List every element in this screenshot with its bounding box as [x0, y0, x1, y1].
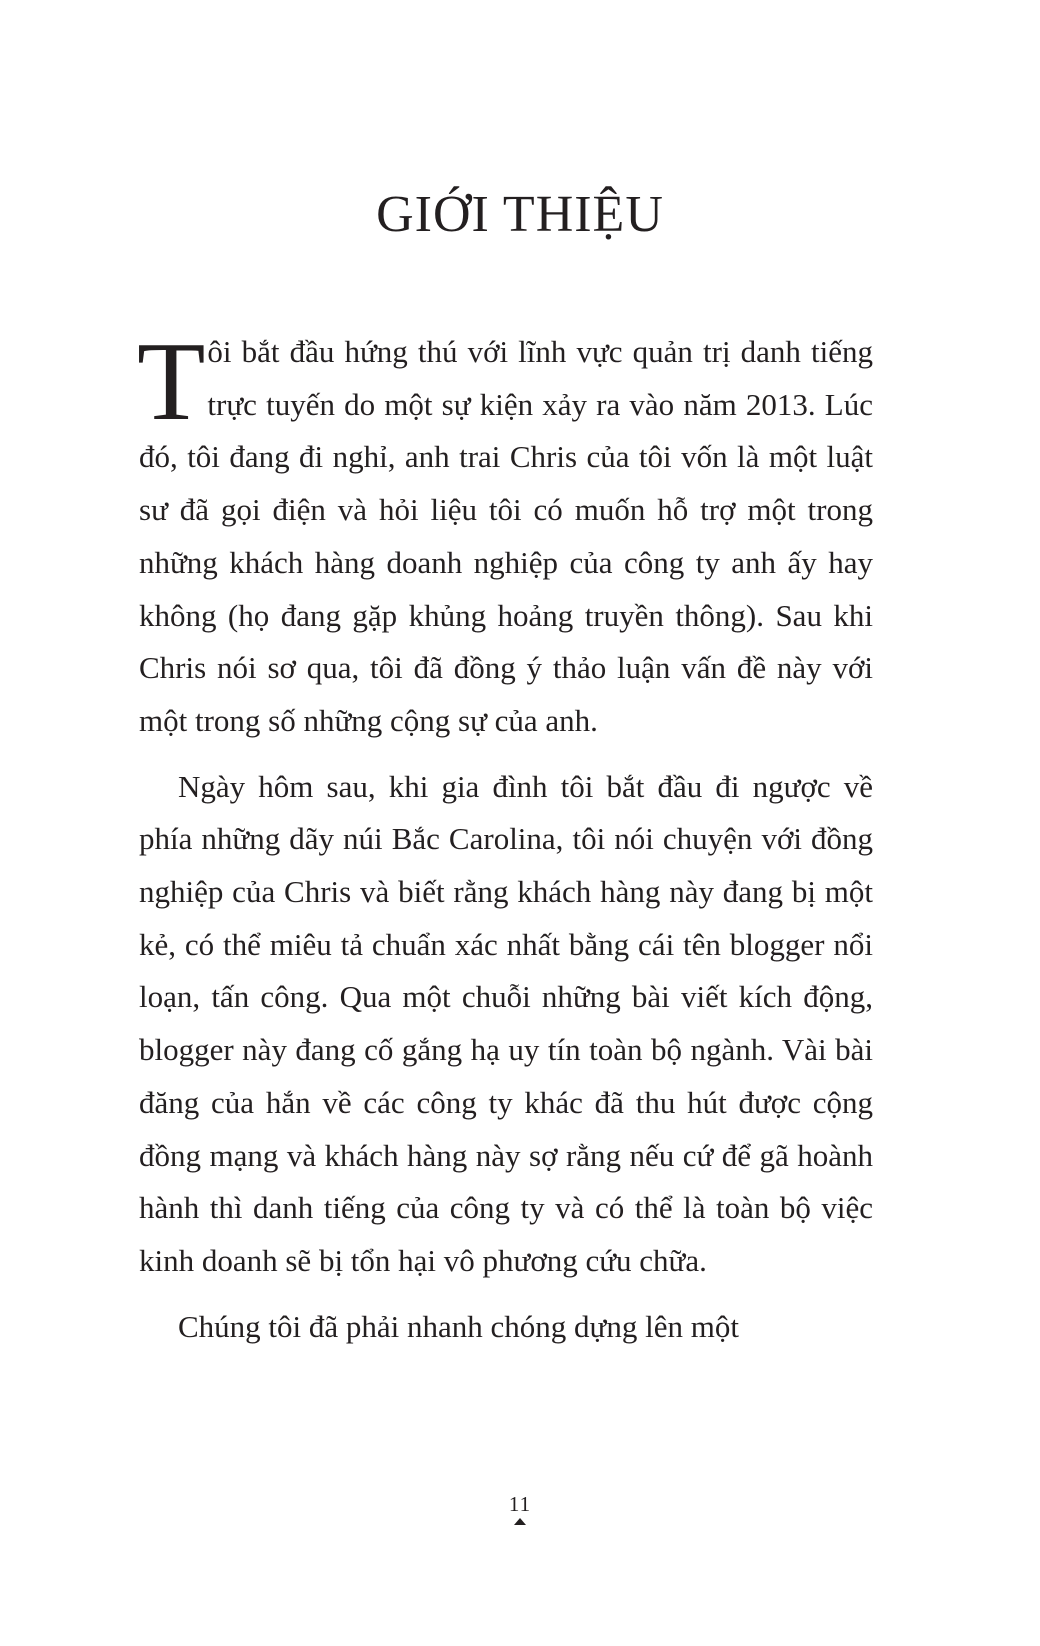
page-number: 11	[508, 1492, 532, 1516]
paragraph-3: Chúng tôi đã phải nhanh chóng dựng lên một	[178, 1308, 739, 1344]
paragraph-1	[137, 320, 873, 748]
triangle-marker-icon	[514, 1518, 526, 1525]
paragraph-2: Ngày hôm sau, khi gia đình tôi bắt đầu đi ngược về phía những dãy núi Bắc Carolina, tôi nói chuyện với đồng nghiệp của Chris và biết rằng khách hàng này đang bị một kẻ, có thể miêu tả chuẩn xác nhất bằng cái tên blogger nổi loạn, tấn công. Qua một chuỗi những bài viết kích động, blogger này đang cố gắng hạ uy tín toàn bộ ngành. Vài bài đăng của hắn về các công ty khác đã thu hút được cộng đồng mạng và khách hàng này sợ rằng nếu cứ để gã hoành hành thì danh tiếng của công ty và có thể là toàn bộ việc kinh doanh sẽ bị tổn hại vô phương cứu chữa.	[139, 768, 873, 1278]
paragraph-1-text: ôi bắt đầu hứng thú với lĩnh vực quản trị danh tiếng trực tuyến do một sự kiện xảy ra vào năm 2013. Lúc đó, tôi đang đi nghỉ, anh trai Chris của tôi vốn là một luật sư đã gọi điện và hỏi liệu tôi có muốn hỗ trợ một trong những khách hàng doanh nghiệp của công ty anh ấy hay không (họ đang gặp khủng hoảng truyền thông). Sau khi Chris nói sơ qua, tôi đã đồng ý thảo luận vấn đề này với một trong số những cộng sự của anh.	[139, 334, 873, 738]
body-text	[137, 320, 873, 1353]
chapter-title: GIỚI THIỆU	[376, 186, 664, 243]
drop-cap: T	[137, 320, 206, 444]
page-footer	[0, 1492, 1040, 1525]
